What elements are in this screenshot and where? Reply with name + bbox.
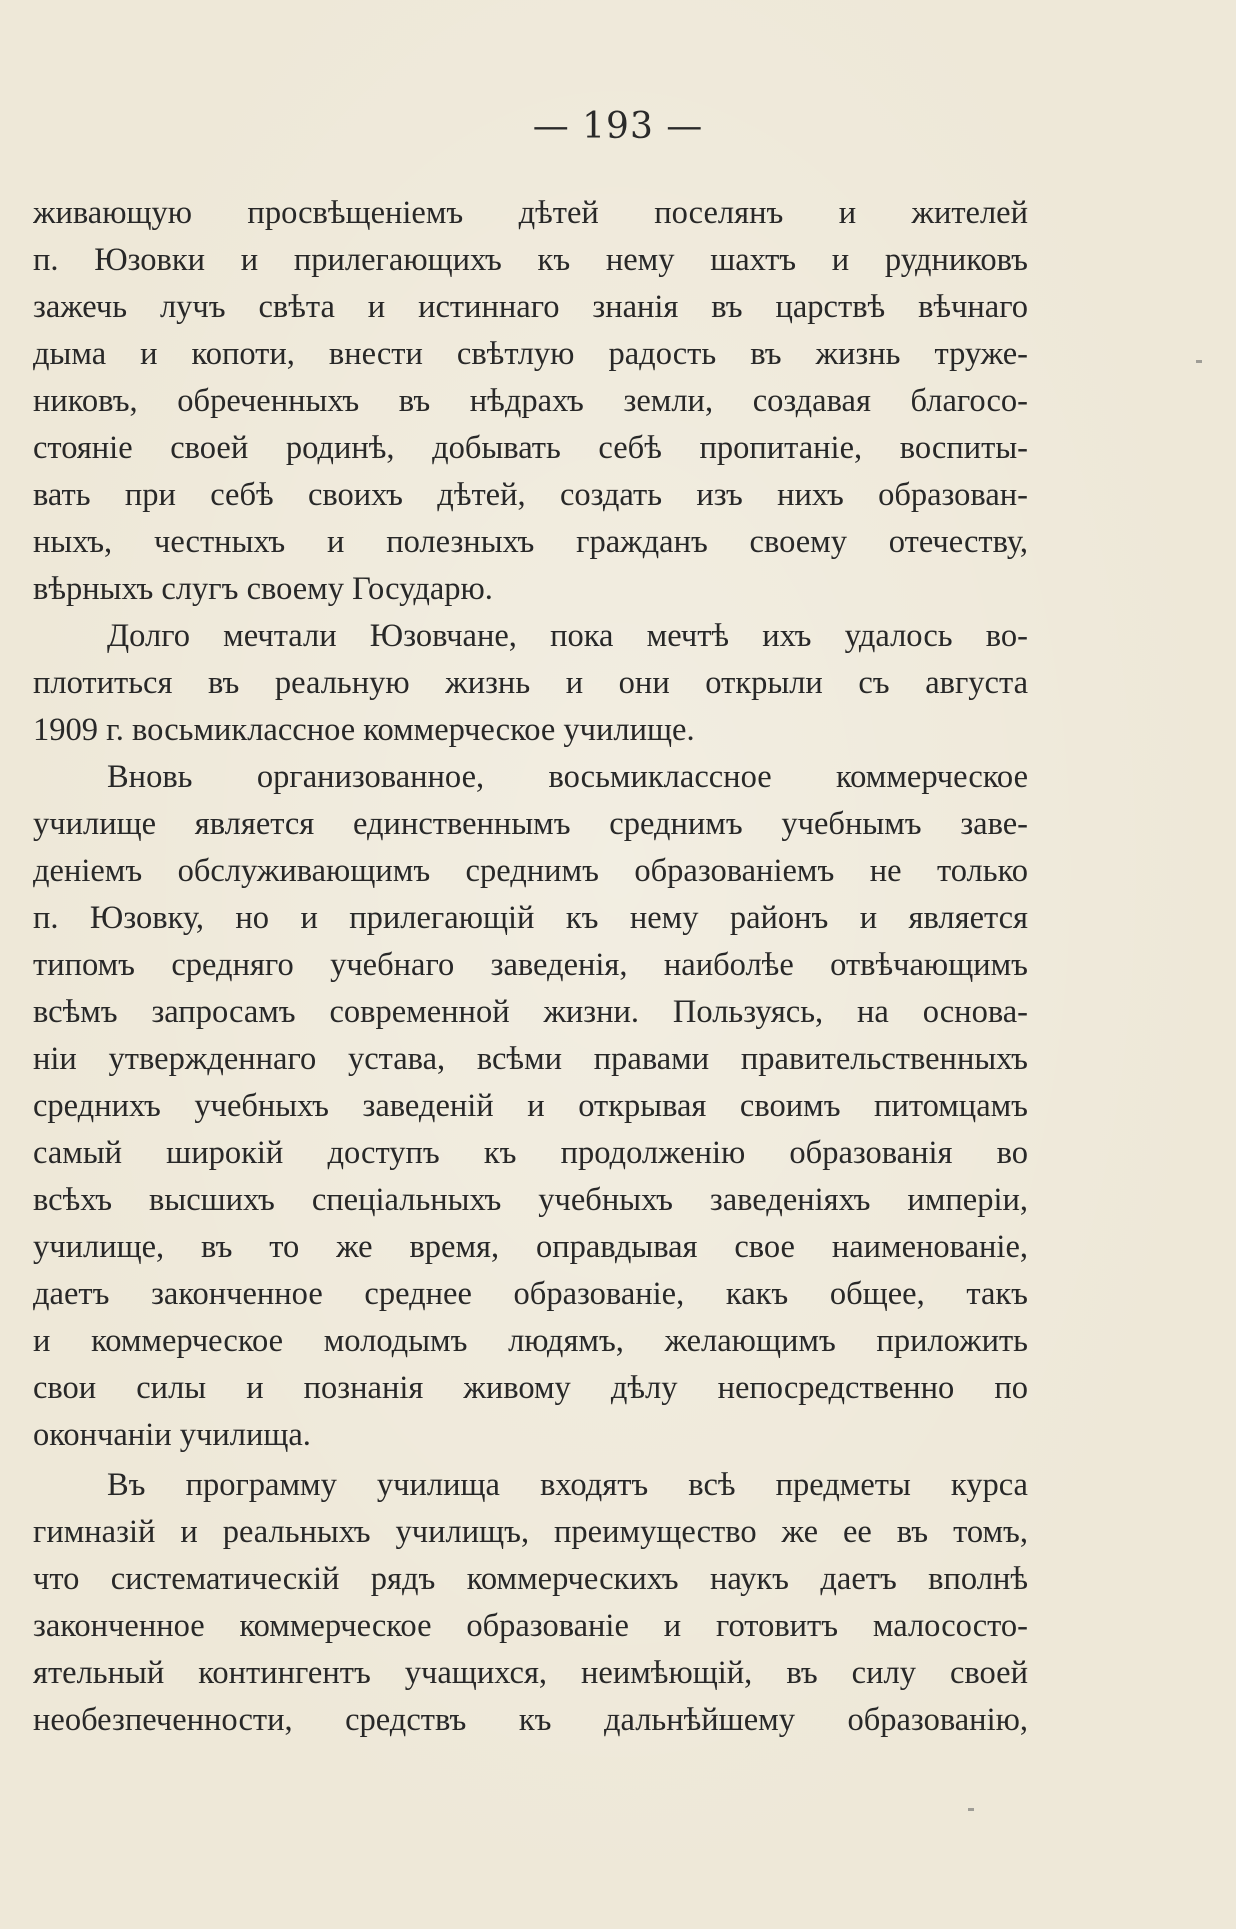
text-line: самый широкій доступъ къ продолженію образованія во: [33, 1135, 1028, 1171]
text-line: стояніе своей родинѣ, добывать себѣ пропитаніе, воспиты-: [33, 430, 1028, 466]
text-line: училище является единственнымъ среднимъ учебнымъ заве-: [33, 806, 1028, 842]
print-speck: [1196, 360, 1202, 363]
text-line: п. Юзовку, но и прилегающій къ нему районъ и является: [33, 900, 1028, 936]
text-line: плотиться въ реальную жизнь и они открыли съ августа: [33, 665, 1028, 701]
text-line: Вновь организованное, восьмиклассное коммерческое: [107, 759, 1028, 795]
text-line: вѣрныхъ слугъ своему Государю.: [33, 571, 493, 607]
text-line: всѣмъ запросамъ современной жизни. Пользуясь, на основа-: [33, 994, 1028, 1030]
text-line: никовъ, обреченныхъ въ нѣдрахъ земли, создавая благосо-: [33, 383, 1028, 419]
text-line: законченное коммерческое образованіе и готовитъ малососто-: [33, 1608, 1028, 1644]
text-line: деніемъ обслуживающимъ среднимъ образованіемъ не только: [33, 853, 1028, 889]
text-line: окончаніи училища.: [33, 1417, 311, 1453]
page-number: — 193 —: [532, 106, 704, 147]
text-line: ятельный контингентъ учащихся, неимѣющій, въ силу своей: [33, 1655, 1028, 1691]
text-line: что систематическій рядъ коммерческихъ наукъ даетъ вполнѣ: [33, 1561, 1028, 1597]
text-line: зажечь лучъ свѣта и истиннаго знанія въ царствѣ вѣчнаго: [33, 289, 1028, 325]
text-line: гимназій и реальныхъ училищъ, преимущество же ее въ томъ,: [33, 1514, 1028, 1550]
text-line: училище, въ то же время, оправдывая свое наименованіе,: [33, 1229, 1028, 1265]
text-line: живающую просвѣщеніемъ дѣтей поселянъ и жителей: [33, 195, 1028, 231]
text-line: Долго мечтали Юзовчане, пока мечтѣ ихъ удалось во-: [107, 618, 1028, 654]
text-line: типомъ средняго учебнаго заведенія, наиболѣе отвѣчающимъ: [33, 947, 1028, 983]
text-line: ніи утвержденнаго устава, всѣми правами правительственныхъ: [33, 1041, 1028, 1077]
text-line: и коммерческое молодымъ людямъ, желающимъ приложить: [33, 1323, 1028, 1359]
text-line: даетъ законченное среднее образованіе, какъ общее, такъ: [33, 1276, 1028, 1312]
text-line: п. Юзовки и прилегающихъ къ нему шахтъ и рудниковъ: [33, 242, 1028, 278]
body-text: [33, 190, 1028, 1744]
text-line: дыма и копоти, внести свѣтлую радость въ жизнь труже-: [33, 336, 1028, 372]
text-line: ныхъ, честныхъ и полезныхъ гражданъ своему отечеству,: [33, 524, 1028, 560]
text-line: среднихъ учебныхъ заведеній и открывая своимъ питомцамъ: [33, 1088, 1028, 1124]
text-line: всѣхъ высшихъ спеціальныхъ учебныхъ заведеніяхъ имперіи,: [33, 1182, 1028, 1218]
text-line: 1909 г. восьмиклассное коммерческое училище.: [33, 712, 695, 748]
text-line: Въ программу училища входятъ всѣ предметы курса: [107, 1467, 1028, 1503]
text-line: свои силы и познанія живому дѣлу непосредственно по: [33, 1370, 1028, 1406]
text-line: вать при себѣ своихъ дѣтей, создать изъ нихъ образован-: [33, 477, 1028, 513]
print-speck: [968, 1808, 974, 1811]
text-line: необезпеченности, средствъ къ дальнѣйшему образованію,: [33, 1702, 1028, 1738]
